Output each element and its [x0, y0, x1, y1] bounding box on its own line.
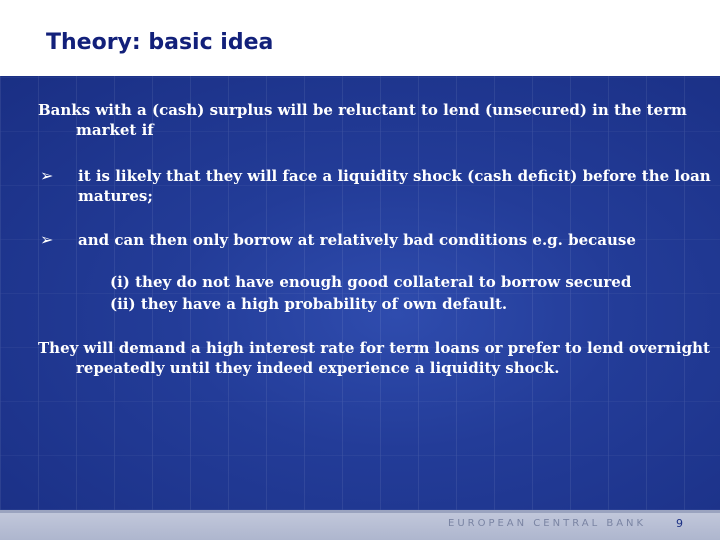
- reason-1: (i) they do not have enough good collateral to borrow secured: [110, 273, 632, 291]
- bullet-arrow-icon: ➢: [40, 166, 54, 185]
- bullet-1-line-1: it is likely that they will face a liquidity shock (cash deficit) before the loan: [78, 167, 711, 185]
- title-bar: [0, 0, 720, 76]
- footer: [0, 510, 720, 540]
- conclusion-line-2: repeatedly until they indeed experience a liquidity shock.: [76, 359, 560, 377]
- background-texture: [0, 76, 720, 510]
- bullet-1-line-2: matures;: [78, 187, 153, 205]
- slide-body: [0, 76, 720, 510]
- bullet-arrow-icon: ➢: [40, 230, 54, 249]
- organization-name: EUROPEAN CENTRAL BANK: [448, 518, 647, 529]
- intro-line-2: market if: [76, 121, 154, 139]
- page-title: Theory: basic idea: [46, 30, 274, 55]
- page-number: 9: [676, 517, 683, 530]
- conclusion-line-1: They will demand a high interest rate for term loans or prefer to lend overnight: [38, 339, 710, 357]
- intro-line-1: Banks with a (cash) surplus will be reluctant to lend (unsecured) in the term: [38, 101, 687, 119]
- bullet-2-line-1: and can then only borrow at relatively bad conditions e.g. because: [78, 231, 636, 249]
- reason-2: (ii) they have a high probability of own default.: [110, 295, 508, 313]
- footer-stripe: [0, 510, 720, 513]
